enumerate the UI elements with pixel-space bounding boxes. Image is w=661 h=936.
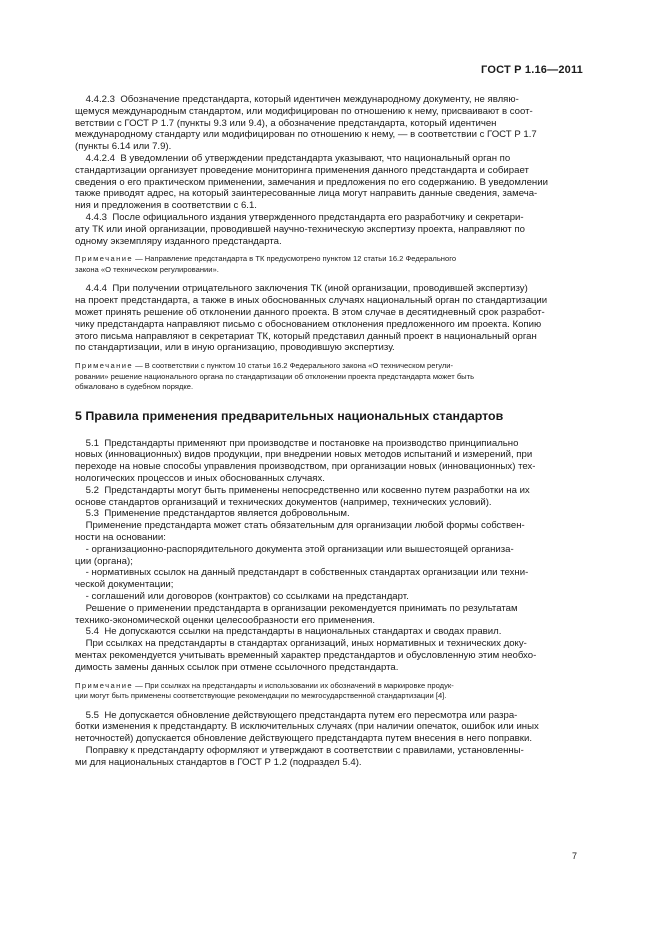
text-line: закона «О техническом регулировании». (75, 264, 219, 274)
para-5-4 (75, 626, 582, 638)
note-1 (75, 254, 582, 275)
para-5-3-a (75, 520, 582, 544)
note-2 (75, 361, 582, 393)
section-5-title: 5 Правила применения предварительных национальных стандартов (75, 408, 504, 423)
text-line: Решение о применении предстандарта в организации рекомендуется принимать по результатам (75, 602, 518, 614)
para-4-4-4 (75, 283, 582, 354)
text-line: 4.4.2.4 В уведомлении об утверждении предстандарта указывают, что национальный орган по (75, 152, 511, 164)
text-line: — При ссылках на предстандарты и использовании их обозначений в маркировке продук- (132, 680, 454, 690)
text-line: Применение предстандарта может стать обязательным для организации любой формы собствен- (75, 520, 525, 532)
text-line: 5.2 Предстандарты могут быть применены непосредственно или косвенно путем разработки на их (75, 484, 530, 496)
text-line: нологических процессов и иных обоснованных случаях. (75, 473, 325, 485)
text-line: 5.1 Предстандарты применяют при производстве и постановке на производство принципиально (75, 437, 519, 449)
text-line: ния и предложения в соответствии с 6.1. (75, 200, 257, 212)
document-id-header: ГОСТ Р 1.16—2011 (481, 64, 583, 76)
para-5-3 (75, 508, 582, 520)
para-5-1 (75, 438, 582, 485)
para-4-4-2-4 (75, 153, 582, 212)
text-line: ности на основании: (75, 532, 166, 544)
text-line: 5.3 Применение предстандартов является добровольным. (75, 508, 350, 520)
text-line: ми для национальных стандартов в ГОСТ Р 1.2 (подраздел 5.4). (75, 756, 362, 768)
text-line: неточностей) допускается обновление действующего предстандарта путем внесения в него поправки. (75, 733, 532, 745)
text-line: ветствии с ГОСТ Р 1.7 (пункты 9.3 или 9.4), а обозначение предстандарта, который идентичен (75, 117, 497, 129)
text-line: 5.5 Не допускается обновление действующего предстандарта путем его пересмотра или разра- (75, 709, 518, 721)
text-line: на проект предстандарта, а также в иных обоснованных случаях национальный орган по стандартизации (75, 295, 548, 307)
text-line: технико-экономической оценки целесообразности его применения. (75, 614, 376, 626)
text-line: - организационно-распорядительного документа этой организации или вышестоящей организа- (75, 543, 514, 555)
text-line: 4.4.4 При получении отрицательного заключения ТК (иной организации, проводившей экспертизу) (75, 283, 528, 295)
text-line: чику предстандарта направляют письмо с обоснованием отклонения предложенного им проекта. Копию (75, 318, 542, 330)
text-line: основе стандартов организаций и технических документов (например, технических условий). (75, 496, 492, 508)
text-line: ции (органа); (75, 555, 133, 567)
para-5-2 (75, 485, 582, 509)
text-line: ческой документации; (75, 579, 174, 591)
text-line: этого письма направляют в секретариат ТК, который представил данный проект в национальный орган (75, 330, 537, 342)
page-number: 7 (571, 851, 577, 861)
note-label: Примечание (75, 361, 133, 371)
text-line: Поправку к предстандарту оформляют и утверждают в соответствии с правилами, установленны- (75, 744, 524, 756)
para-5-5 (75, 710, 582, 745)
list-item-3 (75, 591, 582, 603)
text-line: ровании» решение национального органа по стандартизации об отклонении проекта предстандарта может быть (75, 371, 475, 381)
text-line: При ссылках на предстандарты в стандартах организаций, иных нормативных и технических доку- (75, 638, 527, 650)
text-line: новых (инновационных) видов продукции, при внедрении новых методов испытаний и измерений, при (75, 449, 533, 461)
text-line: международному стандарту или модифицирован по отношению к нему, — в соответствии с ГОСТ Р 1.7 (75, 129, 537, 141)
para-5-3-b (75, 603, 582, 627)
page-body (75, 94, 582, 769)
para-5-5-a (75, 745, 582, 769)
text-line: щемуся международным стандартом, или модифицирован по отношению к нему, присваивают в соот- (75, 105, 533, 117)
text-line: обжаловано в судебном порядке. (75, 382, 194, 392)
text-line: может принять решение об отклонении данного проекта. В этом случае в десятидневный срок разработ- (75, 306, 545, 318)
text-line: 4.4.3 После официального издания утвержденного предстандарта его разработчику и секретари- (75, 211, 524, 223)
note-3 (75, 681, 582, 702)
list-item-1 (75, 544, 582, 568)
text-line: 5.4 Не допускаются ссылки на предстандарты в национальных стандартах и сводах правил. (75, 626, 502, 638)
text-line: по стандартизации, или в иную организацию, проводившую экспертизу. (75, 342, 395, 354)
text-line: - нормативных ссылок на данный предстандарт в собственных стандартах организации или техни- (75, 567, 529, 579)
note-label: Примечание (75, 680, 133, 690)
text-line: ату ТК или иной организации, проводившей научно-техническую экспертизу проекта, направляют по (75, 223, 525, 235)
text-line: димость замены данных ссылок при отмене ссылочного предстандарта. (75, 661, 399, 673)
text-line: одному экземпляру изданного предстандарта. (75, 235, 282, 247)
note-label: Примечание (75, 254, 133, 264)
text-line: 4.4.2.3 Обозначение предстандарта, который идентичен международному документу, не являю- (75, 94, 519, 105)
text-line: ботки изменения к предстандарту. В исключительных случаях (при наличии опечаток, ошибок или иных (75, 721, 539, 733)
text-line: сведения о его практическом применении, замечания и предложения по его содержанию. В уведомлении (75, 176, 548, 188)
text-line: — Направление предстандарта в ТК предусмотрено пунктом 12 статьи 16.2 Федерального (132, 254, 457, 264)
text-line: ментах рекомендуется учитывать временный характер предстандартов и обусловленную этим необхо- (75, 649, 537, 661)
text-line: также приводят адрес, на который заинтересованные лица могут направить данные сведения, замеча- (75, 188, 538, 200)
para-4-4-2-3 (75, 94, 582, 153)
list-item-2 (75, 567, 582, 591)
para-4-4-3 (75, 212, 582, 247)
text-line: переходе на новые способы управления производством, при организации новых (инновационных) тех- (75, 461, 536, 473)
text-line: ции могут быть применены соответствующие рекомендации по межгосударственной стандартизации [4]. (75, 691, 447, 701)
text-line: - соглашений или договоров (контрактов) со ссылками на предстандарт. (75, 591, 409, 602)
text-line: — В соответствии с пунктом 10 статьи 16.2 Федерального закона «О техническом регули- (132, 361, 454, 371)
para-5-4-a (75, 638, 582, 673)
text-line: стандартизации организует проведение мониторинга применения данного предстандарта и собирает (75, 164, 529, 176)
text-line: (пункты 6.14 или 7.9). (75, 141, 172, 153)
